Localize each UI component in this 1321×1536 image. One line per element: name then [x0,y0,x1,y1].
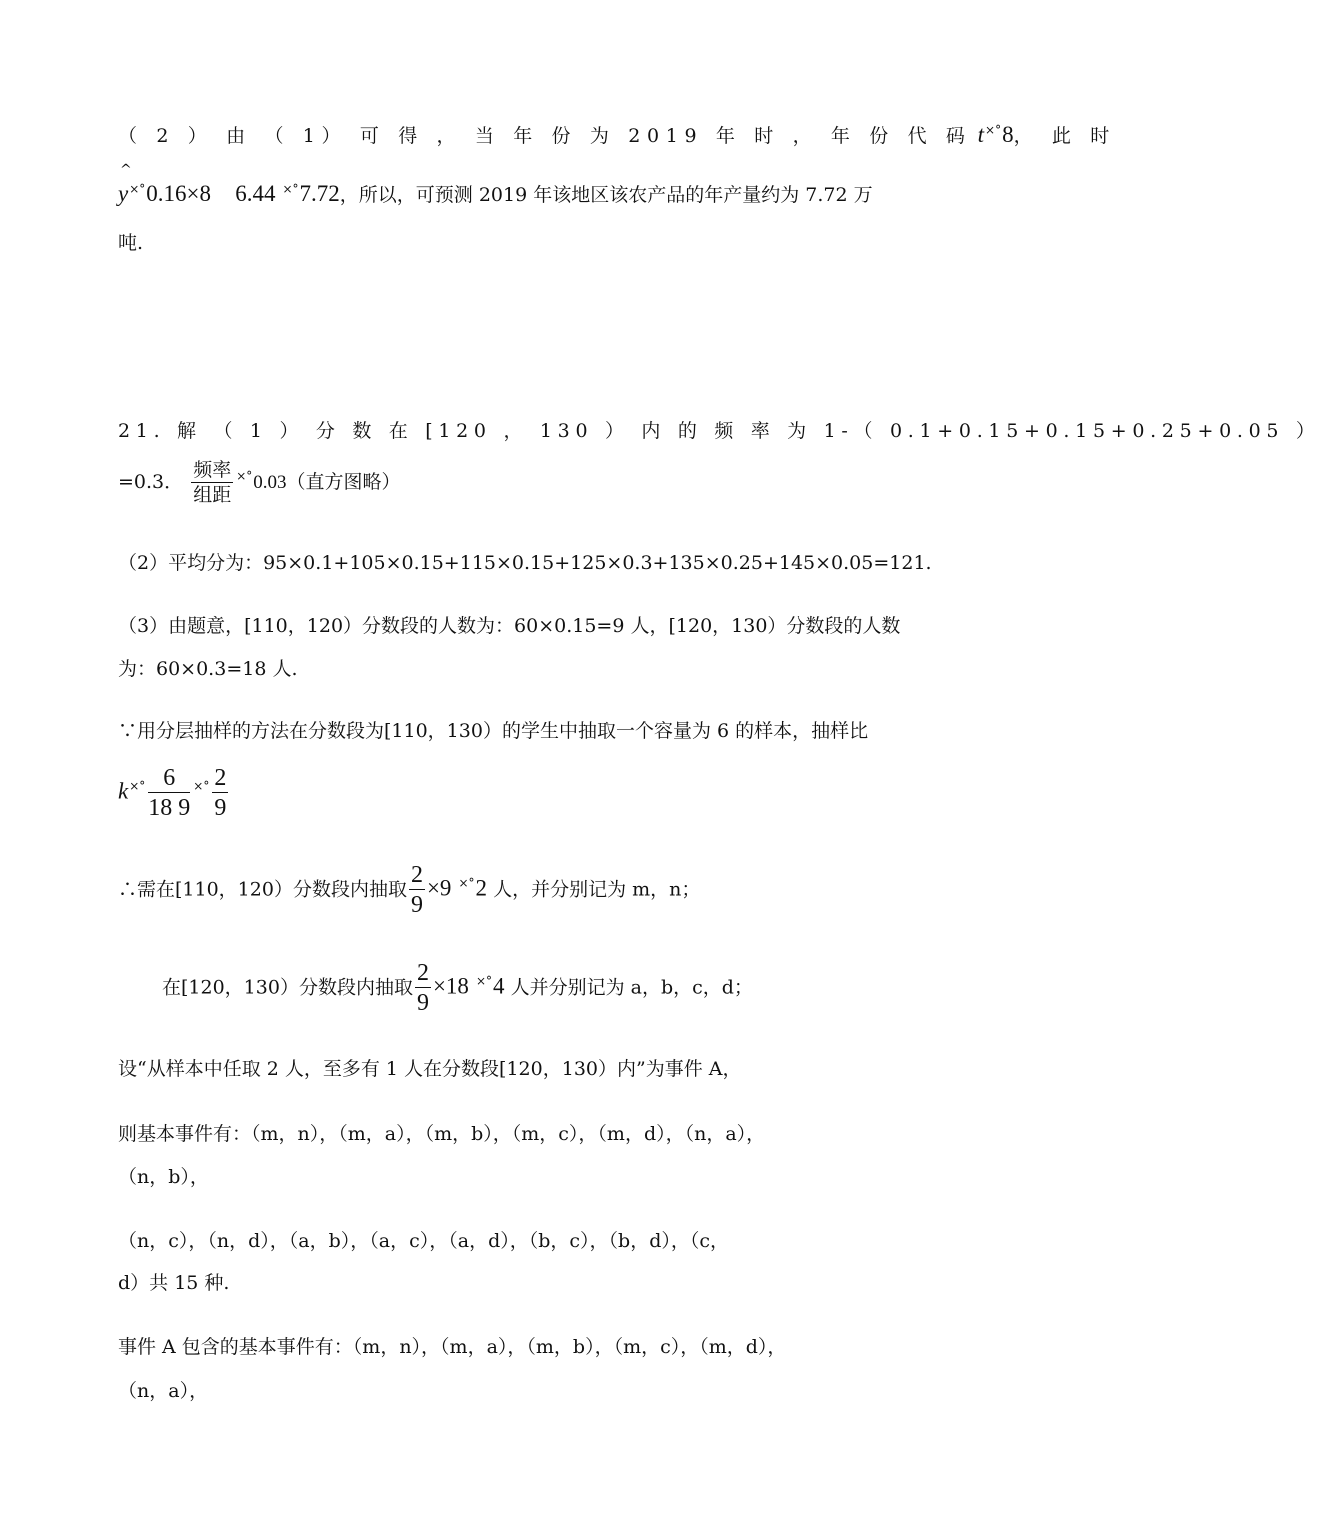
garbled-equals-glyph: ×° [282,182,299,196]
p1-line1-text: （ 2 ） 由 （ 1） 可 得 ， 当 年 份 为 2019 年 时 ， 年 份 代 码 [118,125,972,147]
fraction-denominator: 9 [416,990,429,1017]
need-post: 人，并分别记为 m，n； [493,878,701,901]
p1-t-value: 8 [1002,122,1014,147]
q21-part2: （2）平均分为：95×0.1+105×0.15+115×0.15+125×0.3+135×0.25+145×0.05=121. [118,552,932,574]
need-value: 2 [475,875,488,901]
in-value: 4 [493,973,505,999]
fraction-numerator: 2 [409,862,425,890]
p1-expr1: 0.16×8 [146,181,212,206]
q21-basic-events-line2: （n，b）， [118,1166,209,1188]
q21-event-definition: 设“从样本中任取 2 人，至多有 1 人在分数段[120，130）内”为事件 A， [118,1058,742,1080]
q21-in-line [162,960,753,1017]
q21-sampling-ratio [118,765,230,822]
q21-part3-line1: （3）由题意，[110，120）分数段的人数为：60×0.15=9 人，[120，130）分数段的人数 [118,615,901,637]
garbled-equals-glyph: ×° [193,779,210,794]
p1-result: 7.72 [299,181,340,206]
ratio-fraction-2 [212,765,228,822]
fraction-numerator: 2 [415,960,431,988]
in-post: 人并分别记为 a，b，c，d； [510,976,753,999]
p1-line1 [118,121,1116,149]
fraction-numerator: 频率 [193,459,232,481]
q21-line1-text: 21. 解 （ 1 ） 分 数 在 [120 ， 130 ） 内 的 频 率 为 1-（ 0.1+0.15+0.15+0.25+0.05 ） [118,420,1321,442]
fraction-denominator: 组距 [193,483,232,506]
garbled-equals-glyph: ×° [129,182,146,196]
garbled-equals-glyph: ×° [458,876,475,891]
q21-basic-events-line1: 则基本事件有：（m，n），（m，a），（m，b），（m，c），（m，d），（n，a）， [118,1123,766,1145]
q21-line2 [118,460,401,506]
p1-line1-post: ， 此 时 [1013,125,1116,147]
q21-basic-events-line3: （n，c），（n，d），（a，b），（a，c），（a，d），（b，c），（b，d），（c， [118,1230,729,1252]
q21-part3-line2: 为：60×0.3=18 人. [118,658,298,680]
p1-line2-post: ，所以，可预测 2019 年该地区该农产品的年产量约为 7.72 万 [339,184,873,206]
p1-var-y: y [118,181,129,206]
fraction-numerator: 6 [148,765,190,793]
q21-event-a-line1: 事件 A 包含的基本事件有：（m，n），（m，a），（m，b），（m，c），（m，d）， [118,1336,787,1358]
need-fraction [409,862,425,919]
q21-need-line [118,862,700,919]
garbled-equals-glyph: ×° [475,974,493,989]
p1-y-hat [118,162,132,208]
q21-line2-pre: =0.3． [118,470,184,493]
q21-line1 [118,420,1321,443]
garbled-equals-glyph: ×° [985,123,1002,137]
ratio-fraction-1 [148,765,190,822]
q21-stratified-line: ∵用分层抽样的方法在分数段为[110，130）的学生中抽取一个容量为 6 的样本，抽样比 [118,720,869,742]
q21-line2-value: 0.03 [253,471,287,493]
fraction-denominator: 18 9 [148,795,191,822]
p1-line3: 吨. [118,232,144,254]
garbled-equals-glyph: ×° [236,468,253,483]
garbled-equals-glyph: ×° [129,779,146,794]
need-multiplier: ×9 [426,875,452,901]
var-k: k [118,778,129,804]
in-pre: 在[120，130）分数段内抽取 [162,976,413,999]
q21-basic-events-line4: d）共 15 种. [118,1272,230,1294]
fraction-denominator: 9 [410,892,423,919]
p1-var-t: t [977,122,985,147]
fraction-numerator: 2 [212,765,228,793]
freq-over-width-fraction [191,460,233,506]
in-multiplier: ×18 [432,973,469,999]
hat-symbol: ^ [120,162,132,178]
q21-line2-post: （直方图略） [286,470,401,493]
need-pre: ∴需在[110，120）分数段内抽取 [118,878,407,901]
p1-line2 [118,162,873,208]
q21-event-a-line2: （n，a）， [118,1380,209,1402]
in-fraction [415,960,431,1017]
p1-expr2: 6.44 [235,181,276,206]
fraction-denominator: 9 [214,795,227,822]
